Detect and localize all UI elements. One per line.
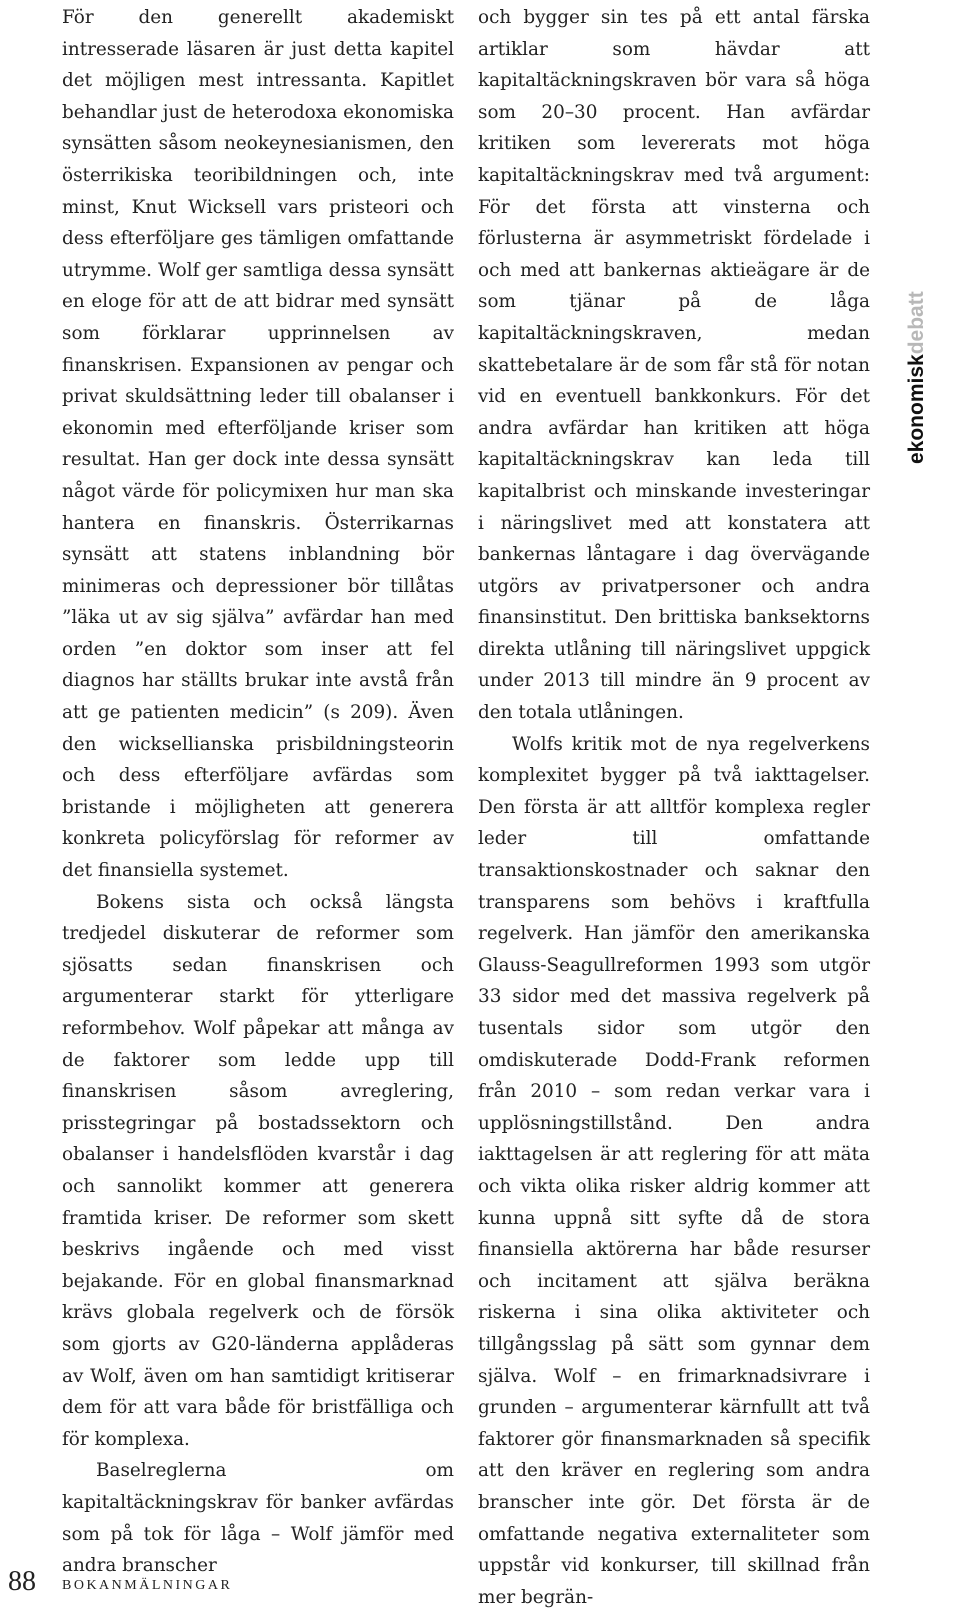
paragraph: och bygger sin tes på ett antal färska artiklar som hävdar att kapitaltäckningskraven bör vara så höga som 20–30 procent. Han avfärdar kritiken som levererats mot höga kapitaltäckningskrav med två argument: För det första att vinsterna och förlusterna är asymmetriskt fördelade i och med att bankernas aktieägare är de som tjänar på de låga kapitaltäckningskraven, medan skattebetalare är de som får stå för notan vid en eventuell bankkonkurs. För det andra avfärdar han kritiken att höga kapitaltäckningskrav kan leda till kapitalbrist och minskande investeringar i näringslivet med att konstatera att bankernas låntagare i dag övervägande utgörs av privatpersoner och andra finansinstitut. Den brittiska banksektorns direkta utlåning till näringslivet uppgick under 2013 till mindre än 9 procent av den totala utlåningen. xyxy=(478,7,870,724)
journal-name-part2: debatt xyxy=(905,291,928,355)
journal-name-part1: ekonomisk xyxy=(905,354,928,464)
right-text-column xyxy=(478,2,870,1613)
left-text-column xyxy=(62,2,454,1582)
journal-name-vertical xyxy=(893,288,933,468)
page-number: 88 xyxy=(8,1566,36,1597)
paragraph: Baselreglerna om kapitaltäckningskrav för banker avfärdas som på tok för låga – Wolf jämför med andra branscher xyxy=(62,1460,454,1577)
paragraph: Wolfs kritik mot de nya regelverkens komplexitet bygger på två iakttagelser. Den första är att alltför komplexa regler leder till omfattande transaktionskostnader och saknar den transparens som behövs i kraftfulla regelverk. Han jämför den amerikanska Glauss-Seagullreformen 1993 som utgör 33 sidor med det massiva regelverk på tusentals sidor som utgör den omdiskuterade Dodd-Frank reformen från 2010 – som redan verkar vara i upplösningstillstånd. Den andra iakttagelsen är att reglering för att mäta och vikta olika risker aldrig kommer att kunna uppnå sitt syfte då de stora finansiella aktörerna har både resurser och incitament att själva beräkna riskerna i sina olika aktiviteter och tillgångsslag på sätt som gynnar dem själva. Wolf – en frimarknadsivrare i grunden – argumenterar kärnfullt att två faktorer gör finansmarknaden så specifik att den kräver en reglering som andra branscher inte gör. Det första är de omfattande negativa externaliteter som uppstår vid konkurser, till skillnad från mer begrän- xyxy=(478,733,870,1608)
paragraph: Bokens sista och också längsta tredjedel diskuterar de reformer som sjösatts sedan finanskrisen och argumenterar starkt för ytterligare reformbehov. Wolf påpekar att många av de faktorer som ledde upp till finanskrisen såsom avreglering, prisstegringar på bostadssektorn och obalanser i handelsflöden kvarstår i dag och sannolikt kommer att generera framtida kriser. De reformer som skett beskrivs ingående och med visst bejakande. För en global finansmarknad krävs globala regelverk och de försök som gjorts av G20-länderna applåderas av Wolf, även om han samtidigt kritiserar dem för att vara både för bristfälliga och för komplexa. xyxy=(62,891,454,1450)
section-name: BOKANMÄLNINGAR xyxy=(62,1578,233,1593)
paragraph: För den generellt akademiskt intresserade läsaren är just detta kapitel det möjligen mest intressanta. Kapitlet behandlar just de heterodoxa ekonomiska synsätten såsom neokeynesianismen, den österrikiska teoribildningen och, inte minst, Knut Wicksell vars pristeori och dess efterföljare ges tämligen omfattande utrymme. Wolf ger samtliga dessa synsätt en eloge för att de att bidrar med synsätt som förklarar upprinnelsen av finanskrisen. Expansionen av pengar och privat skuldsättning leder till obalanser i ekonomin med efterföljande kriser som resultat. Han ger dock inte dessa synsätt något värde för policymixen hur man ska hantera en finanskris. Österrikarnas synsätt att statens inblandning bör minimeras och depressioner bör tillåtas ”läka ut av sig själva” avfärdar han med orden ”en doktor som inser att fel diagnos har ställts brukar inte avstå från att ge patienten medicin” (s 209). Även den wicksellianska prisbildningsteorin och dess efterföljare avfärdas som bristande i möjligheten att generera konkreta policyförslag för reformer av det finansiella systemet. xyxy=(62,7,454,882)
page-footer xyxy=(0,1560,960,1622)
svg-text:ekonomiskdebatt xyxy=(905,291,928,464)
